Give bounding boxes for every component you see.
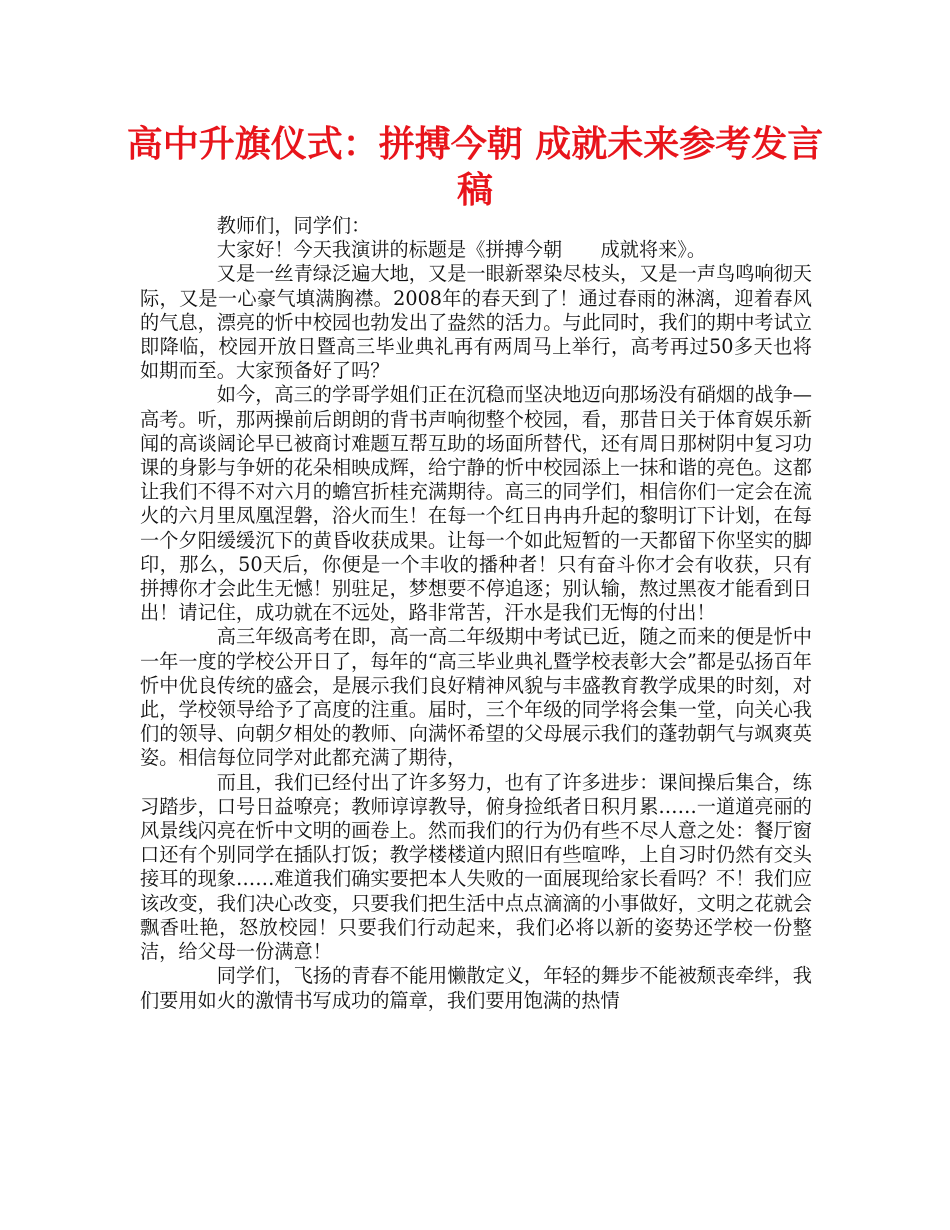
paragraph-greeting: 大家好！今天我演讲的标题是《拼搏今朝 成就将来》。	[216, 238, 707, 262]
document-body	[140, 214, 812, 1013]
paragraph: 又是一丝青绿泛遍大地，又是一眼新翠染尽枝头，又是一声鸟鸣响彻天际，又是一心豪气填满胸襟。2008年的春天到了！通过春雨的淋漓，迎着春风的气息，漂亮的忻中校园也勃发出了盎然的活力。与此同时，我们的期中考试立即降临，校园开放日暨高三毕业典礼再有两周马上举行，高考再过50多天也将如期而至。大家预备好了吗？	[140, 262, 812, 383]
paragraph: 高三年级高考在即，高一高二年级期中考试已近，随之而来的便是忻中一年一度的学校公开日了，每年的“高三毕业典礼暨学校表彰大会”都是弘扬百年忻中优良传统的盛会，是展示我们良好精神风貌与丰盛教育教学成果的时刻，对此，学校领导给予了高度的注重。届时，三个年级的同学将会集一堂，向关心我们的领导、向朝夕相处的教师、向满怀希望的父母展示我们的蓬勃朝气与飒爽英姿。相信每位同学对此都充满了期待，	[140, 625, 812, 770]
paragraph: 而且，我们已经付出了许多努力，也有了许多进步：课间操后集合，练习踏步，口号日益嘹亮；教师谆谆教导，俯身捡纸者日积月累……一道道亮丽的风景线闪亮在忻中文明的画卷上。然而我们的行为仍有些不尽人意之处：餐厅窗口还有个别同学在插队打饭；教学楼楼道内照旧有些喧哗，上自习时仍然有交头接耳的现象……难道我们确实要把本人失败的一面展现给家长看吗？不！我们应该改变，我们决心改变，只要我们把生活中点点滴滴的小事做好，文明之花就会飘香吐艳，怒放校园！只要我们行动起来，我们必将以新的姿势还学校一份整洁，给父母一份满意！	[140, 770, 812, 964]
paragraph-salutation: 教师们，同学们：	[216, 214, 371, 237]
paragraph: 如今，高三的学哥学姐们正在沉稳而坚决地迈向那场没有硝烟的战争—高考。听，那两操前后朗朗的背书声响彻整个校园，看，那昔日关于体育娱乐新闻的高谈阔论早已被商讨难题互帮互助的场面所替代，还有周日那树阴中复习功课的身影与争妍的花朵相映成辉，给宁静的忻中校园添上一抹和谐的亮色。这都让我们不得不对六月的蟾宫折桂充满期待。高三的同学们，相信你们一定会在流火的六月里凤凰涅磐，浴火而生！在每一个红日冉冉升起的黎明订下计划，在每一个夕阳缓缓沉下的黄昏收获成果。让每一个如此短暂的一天都留下你坚实的脚印，那么，50天后，你便是一个丰收的播种者！只有奋斗你才会有收获，只有拼搏你才会此生无憾！别驻足，梦想要不停追逐；别认输，熬过黑夜才能看到日出！请记住，成功就在不远处，路非常苦，汗水是我们无悔的付出！	[140, 383, 812, 625]
document-title: 高中升旗仪式：拼搏今朝 成就未来参考发言稿	[126, 124, 824, 211]
paragraph: 同学们，飞扬的青春不能用懒散定义，年轻的舞步不能被颓丧牵绊，我们要用如火的激情书写成功的篇章，我们要用饱满的热情	[140, 964, 812, 1012]
